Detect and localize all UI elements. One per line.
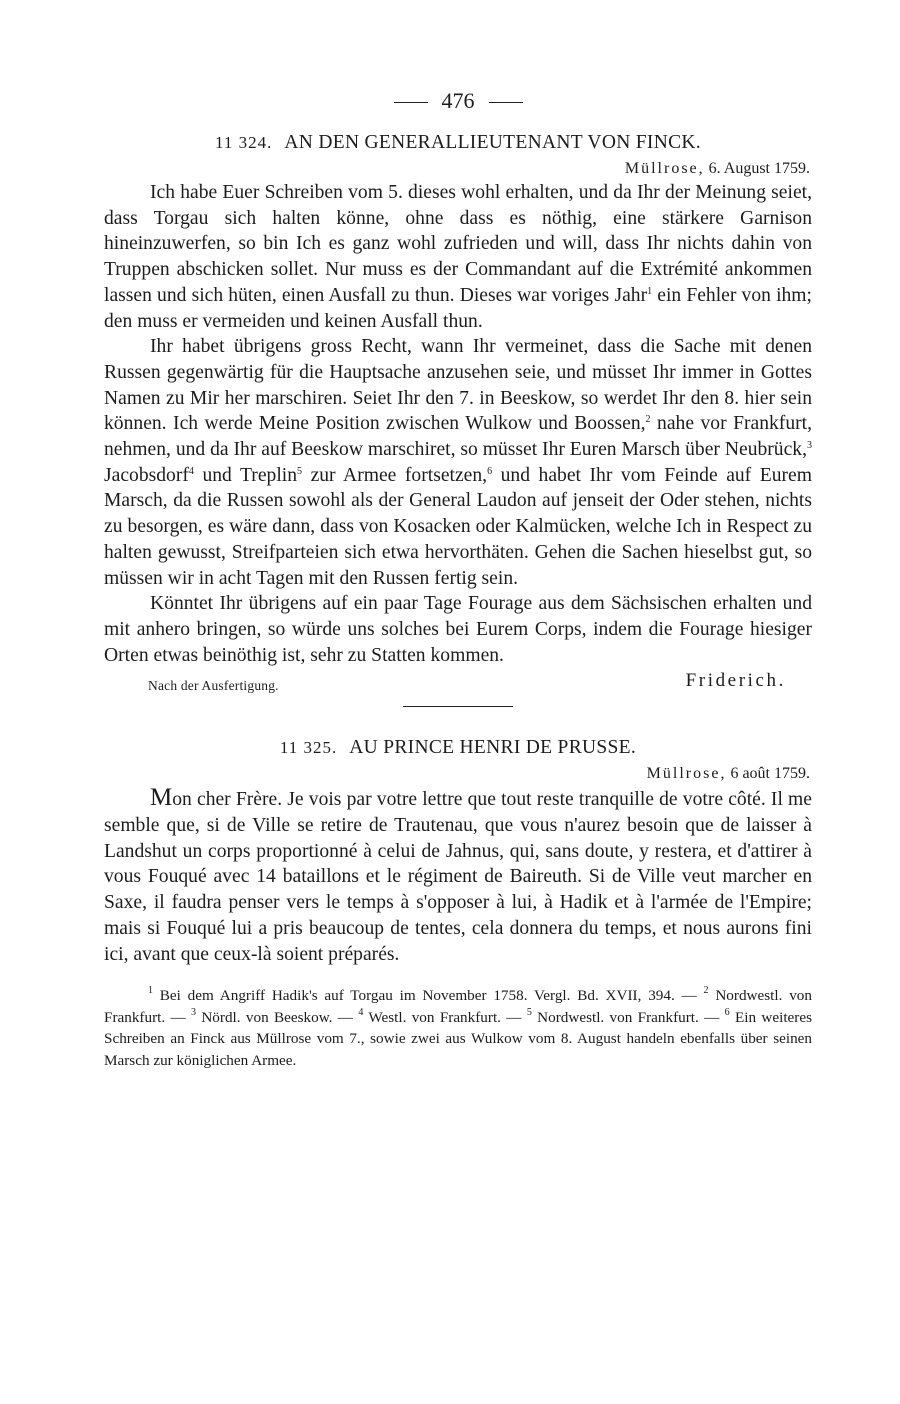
letter-heading [104, 130, 812, 156]
text-run: on cher Frère. Je vois par votre lettre que tout reste tranquille de votre côté. Il me semble que, si de Ville se retire de Trautenau, que vous n'aurez besoin que de laisser à Landshut un corps proportionné à celui de Jahnus, qui, sans doute, y restera, et d'attirer à vous Fouqué avec 14 bataillons et le régiment de Baireuth. Si de Ville veut marcher en Saxe, il faudra penser vers le temps à s'opposer à lui, à Hadik et à l'armée de l'Empire; mais si Fouqué lui a pris beaucoup de tentes, cela donnera du temps, et nous aurons fini ici, avant que ceux-là soient préparés. [104, 789, 812, 965]
footnote-text [104, 985, 812, 1071]
text-run: Nördl. von Beeskow. — [196, 1008, 359, 1026]
paragraph [104, 785, 812, 967]
text-run: Westl. von Frankfurt. — [363, 1008, 527, 1026]
letter-11325 [104, 735, 812, 967]
footnote-marker: 4 [358, 1006, 364, 1018]
letter-place: Müllrose, [624, 160, 705, 177]
letter-heading [104, 735, 812, 761]
text-run: Ein weiteres Schreiben an Finck aus Müllrose vom 7., sowie zwei aus Wulkow vom 8. August handeln ebenfalls über seinen Marsch zur königlichen Armee. [104, 1008, 812, 1069]
footnote-marker: 3 [807, 440, 812, 452]
header-dash-right [489, 102, 523, 103]
paragraph [104, 180, 812, 334]
letter-number: 11 324. [215, 133, 273, 152]
section-divider [403, 706, 513, 707]
letter-dateline [104, 158, 812, 180]
letter-dateline [104, 763, 812, 785]
text-run: und Treplin [193, 464, 298, 486]
header-dash-left [394, 102, 428, 103]
page-header [104, 86, 812, 116]
paragraph [104, 591, 812, 668]
letter-title: AN DEN GENERALLIEUTENANT VON FINCK. [284, 132, 701, 153]
footnote-marker: 1 [148, 985, 153, 997]
initial-letter: M [150, 784, 173, 812]
letter-title: AU PRINCE HENRI DE PRUSSE. [349, 737, 637, 759]
letter-closing [104, 670, 812, 700]
footnote-marker: 6 [724, 1006, 730, 1018]
text-run: Nordwestl. von Frankfurt. — [531, 1008, 725, 1026]
text-run: und habet Ihr vom Feinde auf Eurem Marsch, da die Russen sowohl als der General Laudon auf jenseit der Oder stehen, nichts zu besorgen, es wäre dann, dass von Kosacken oder Kalmücken, welche Ich in Respect zu halten gewusst, Streifparteien sich etwa hervorthäten. Gehen die Sachen hieselbst gut, so müssen wir in acht Tagen mit den Russen fertig sein. [104, 464, 812, 589]
text-run: ein Fehler von ihm; den muss er vermeiden und keinen Ausfall thun. [104, 284, 812, 332]
text-run: Nordwestl. von Frankfurt. — [104, 987, 812, 1026]
footnote-marker: 5 [526, 1006, 532, 1018]
signature: Friderich. [685, 670, 786, 692]
footnote-marker: 2 [645, 414, 651, 426]
footnote-marker: 4 [188, 465, 194, 477]
text-run: zur Armee fortsetzen, [302, 464, 488, 486]
text-run: nahe vor Frankfurt, nehmen, und da Ihr auf Beeskow marschiret, so müsset Ihr Euren Marsch über Neubrück, [104, 413, 812, 461]
paragraph [104, 334, 812, 591]
text-run: Ihr habet übrigens gross Recht, wann Ihr vermeinet, dass die Sache mit denen Russen gegenwärtig für die Hauptsache anzusehen seie, und müsset Ihr immer in Gottes Namen zu Mir her marschiren. Seiet Ihr den 7. in Beeskow, so werdet Ihr den 8. hier sein können. Ich werde Meine Position zwischen Wulkow und Boossen, [104, 336, 812, 435]
letter-body [104, 180, 812, 668]
footnote-marker: 3 [191, 1006, 196, 1018]
letter-body [104, 785, 812, 967]
text-run: Könntet Ihr übrigens auf ein paar Tage Fourage aus dem Sächsischen erhalten und mit anhero bringen, so würde uns solches bei Eurem Corps, indem die Fourage hiesiger Orten etwas beinöthig ist, sehr zu Statten kommen. [104, 593, 812, 666]
letter-number: 11 325. [279, 738, 338, 758]
footnote-marker: 6 [487, 465, 493, 477]
document-page [104, 86, 812, 1071]
text-run: Ich habe Euer Schreiben vom 5. dieses wohl erhalten, und da Ihr der Meinung seiet, dass Torgau sich halten könne, ohne dass es nöthig, eine stärkere Garnison hineinzuwerfen, so bin Ich es ganz wohl zufrieden und will, dass Ihr nichts dahin von Truppen abschicken sollet. Nur muss es der Commandant auf die Extrémité ankommen lassen und sich hüten, einen Ausfall zu thun. Dieses war voriges Jahr [104, 182, 812, 306]
letter-11324 [104, 130, 812, 707]
source-note: Nach der Ausfertigung. [148, 678, 279, 694]
footnote-marker: 5 [297, 465, 303, 477]
letter-place: Müllrose, [646, 765, 727, 783]
text-run: Jacobsdorf [104, 464, 189, 486]
footnote-marker: 1 [647, 285, 653, 297]
letter-date: 6. August 1759. [708, 160, 810, 177]
footnotes [104, 985, 812, 1071]
letter-date: 6 août 1759. [730, 765, 810, 783]
footnote-marker: 2 [703, 985, 709, 997]
page-number: 476 [441, 88, 475, 113]
text-run: Bei dem Angriff Hadik's auf Torgau im November 1758. Vergl. Bd. XVII, 394. — [153, 987, 704, 1005]
